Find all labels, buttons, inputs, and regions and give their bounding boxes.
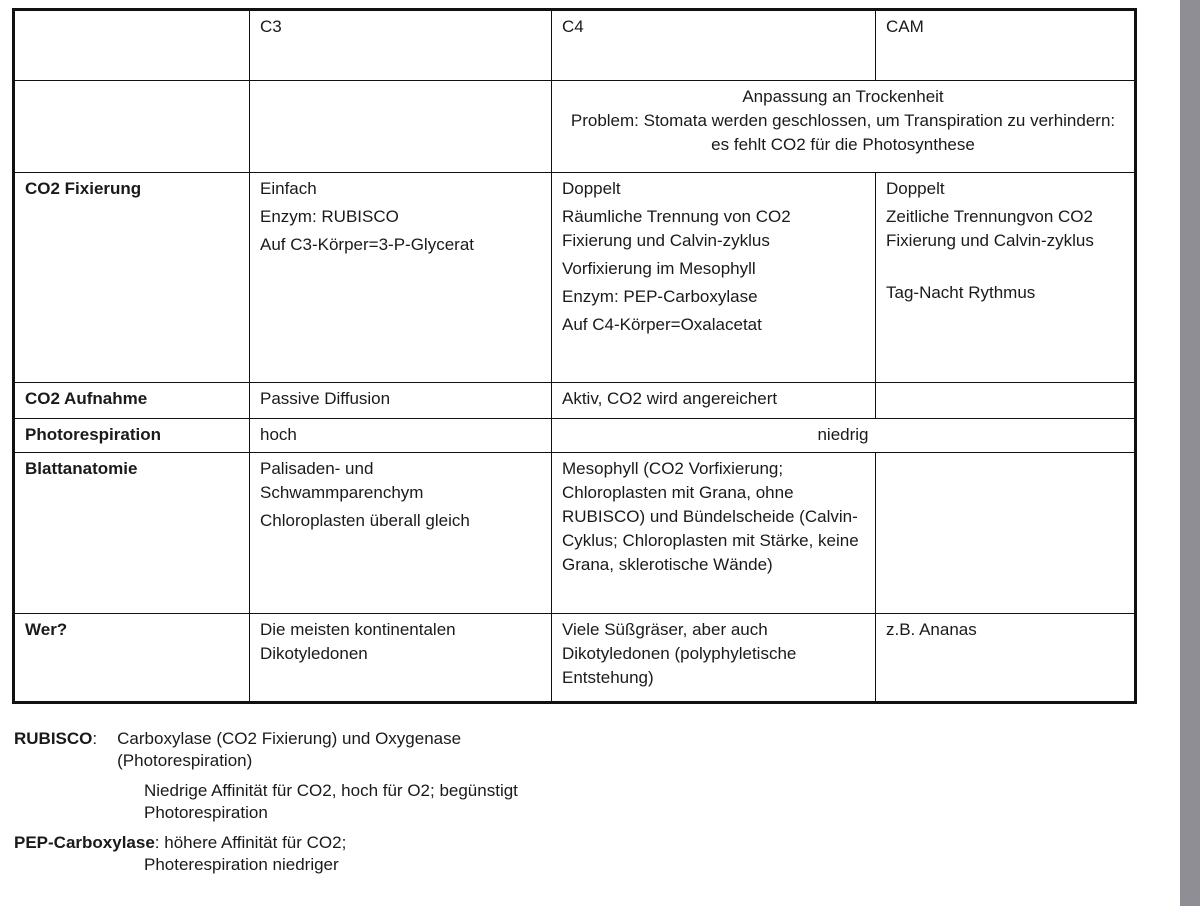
fixierung-c3-line-2: Enzym: RUBISCO <box>260 207 399 227</box>
label-blattanatomie: Blattanatomie <box>14 453 250 614</box>
blattanatomie-c3-line-2: Chloroplasten überall gleich <box>260 511 470 531</box>
cell-c3-wer: Die meisten kontinentalen Dikotyledonen <box>250 614 552 703</box>
pep-term: PEP-Carboxylase <box>14 833 155 852</box>
header-c4: C4 <box>552 10 876 81</box>
label-wer: Wer? <box>14 614 250 703</box>
photosynthesis-comparison-table <box>12 8 1137 704</box>
rubisco-term: RUBISCO <box>14 729 93 748</box>
label-co2-aufnahme: CO2 Aufnahme <box>14 382 250 418</box>
fixierung-c4-line-2: Räumliche Trennung von CO2 Fixierung und Calvin-zyklus <box>562 207 791 251</box>
cell-c3-fixierung <box>250 173 552 383</box>
row-blattanatomie <box>14 453 1136 614</box>
row-photorespiration <box>14 418 1136 452</box>
rubisco-line-1: Carboxylase (CO2 Fixierung) und Oxygenase (Photorespiration) <box>117 729 462 770</box>
fixierung-c3-line-1: Einfach <box>260 179 317 199</box>
cell-c3-blattanatomie <box>250 453 552 614</box>
cell-c4-cam-photorespiration: niedrig <box>552 418 1136 452</box>
row-co2-fixierung <box>14 173 1136 383</box>
fixierung-c4-line-3: Vorfixierung im Mesophyll <box>562 259 756 279</box>
pep-line-2: Photerespiration niedriger <box>144 855 339 874</box>
adaptation-cell <box>552 80 1136 173</box>
adaptation-row <box>14 80 1136 173</box>
notes-section <box>14 728 714 876</box>
row-co2-aufnahme <box>14 382 1136 418</box>
adaptation-title: Anpassung an Trockenheit <box>742 86 944 106</box>
fixierung-c4-line-5: Auf C4-Körper=Oxalacetat <box>562 315 762 335</box>
blattanatomie-c3-line-1: Palisaden- und Schwammparenchym <box>260 459 424 503</box>
cell-c4-aufnahme: Aktiv, CO2 wird angereichert <box>552 382 876 418</box>
adaptation-label-cell <box>14 80 250 173</box>
label-co2-fixierung: CO2 Fixierung <box>14 173 250 383</box>
adaptation-problem: Problem: Stomata werden geschlossen, um Transpiration zu verhindern: es fehlt CO2 für die Photosynthese <box>570 110 1116 154</box>
cell-c4-wer: Viele Süßgräser, aber auch Dikotyledonen (polyphyletische Entstehung) <box>552 614 876 703</box>
header-cam: CAM <box>876 10 1136 81</box>
fixierung-cam-line-2: Zeitliche Trennungvon CO2 Fixierung und Calvin-zyklus <box>886 207 1094 251</box>
fixierung-c3-line-3: Auf C3-Körper=3-P-Glycerat <box>260 235 474 255</box>
cell-cam-wer: z.B. Ananas <box>876 614 1136 703</box>
fixierung-cam-line-3: Tag-Nacht Rythmus <box>886 283 1036 303</box>
cell-cam-fixierung <box>876 173 1136 383</box>
rubisco-term-wrap: RUBISCO: <box>14 729 98 748</box>
pep-note: PEP-Carboxylase: höhere Affinität für CO2; <box>14 833 347 852</box>
rubisco-line-2: Niedrige Affinität für CO2, hoch für O2; begünstigt Photorespiration <box>144 781 518 822</box>
cell-c4-blattanatomie: Mesophyll (CO2 Vorfixierung; Chloroplasten mit Grana, ohne RUBISCO) und Bündelscheide (Calvin-Cyklus; Chloroplasten mit Stärke, keine Grana, sklerotische Wände) <box>552 453 876 614</box>
cell-cam-blattanatomie <box>876 453 1136 614</box>
fixierung-c4-line-4: Enzym: PEP-Carboxylase <box>562 287 758 307</box>
row-wer <box>14 614 1136 703</box>
cell-c4-fixierung <box>552 173 876 383</box>
fixierung-c4-line-1: Doppelt <box>562 179 621 199</box>
header-row <box>14 10 1136 81</box>
cell-cam-aufnahme <box>876 382 1136 418</box>
fixierung-cam-line-1: Doppelt <box>886 179 945 199</box>
adaptation-c3-cell <box>250 80 552 173</box>
cell-c3-photorespiration: hoch <box>250 418 552 452</box>
right-edge-strip <box>1180 0 1200 906</box>
cell-c3-aufnahme: Passive Diffusion <box>250 382 552 418</box>
header-empty <box>14 10 250 81</box>
header-c3: C3 <box>250 10 552 81</box>
rubisco-note <box>14 728 714 772</box>
label-photorespiration: Photorespiration <box>14 418 250 452</box>
pep-line-1: höhere Affinität für CO2; <box>164 833 347 852</box>
